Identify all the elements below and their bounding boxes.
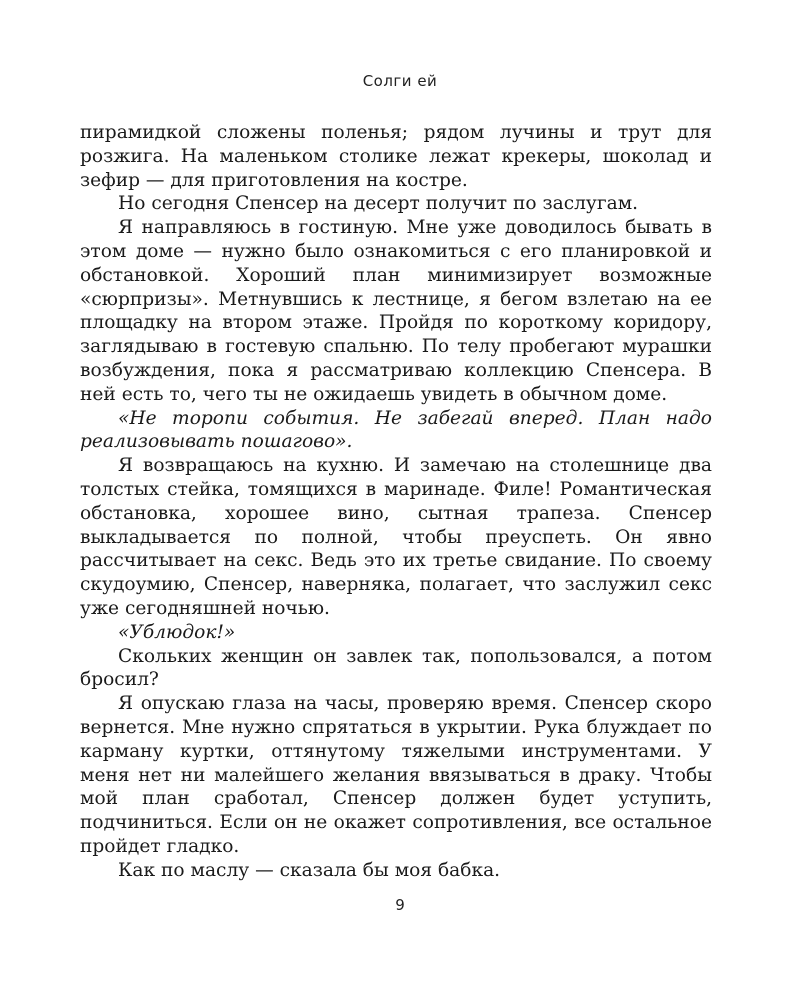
paragraph: Скольких женщин он завлек так, попользовался, а потом бросил? [80,645,712,691]
paragraph: Но сегодня Спенсер на десерт получит по заслугам. [118,193,639,215]
paragraph: Как по маслу — сказала бы моя бабка. [118,859,501,881]
paragraph: Я направляюсь в гостиную. Мне уже доводилось бывать в этом доме — нужно было ознакомиться с его планировкой и обстановкой. Хороший план минимизирует возможные «сюрпризы». Метнувшись к лестнице, я бегом взлетаю на ее площадку на втором этаже. Пройдя по короткому коридору, заглядываю в гостевую спальню. По телу пробегают мурашки возбуждения, пока я рассматриваю коллекцию Спенсера. В ней есть то, чего ты не ожидаешь увидеть в обычном доме. [80,217,712,405]
body-text [80,121,712,883]
italic-thought: «Ублюдок!» [118,621,236,643]
page-number: 9 [395,896,405,914]
paragraph-continuation: пирамидкой сложены поленья; рядом лучины и трут для розжига. На маленьком столике лежат крекеры, шоколад и зефир — для приготовления на костре. [80,122,712,191]
italic-thought: «Не торопи события. Не забегай вперед. План надо реализовывать пошагово». [80,407,712,453]
running-head: Солги ей [362,72,438,90]
paragraph: Я возвращаюсь на кухню. И замечаю на столешнице два толстых стейка, томящихся в маринаде. Филе! Романтическая обстановка, хорошее вино, сытная трапеза. Спенсер выкладывается по полной, чтобы преуспеть. Он явно рассчитывает на секс. Ведь это их третье свидание. По своему скудоумию, Спенсер, наверняка, полагает, что заслужил секс уже сегодняшней ночью. [80,455,712,619]
paragraph: Я опускаю глаза на часы, проверяю время. Спенсер скоро вернется. Мне нужно спрятаться в укрытии. Рука блуждает по карману куртки, оттянутому тяжелыми инструментами. У меня нет ни малейшего желания ввязываться в драку. Чтобы мой план сработал, Спенсер должен будет уступить, подчиниться. Если он не окажет сопротивления, все остальное пройдет гладко. [80,693,712,857]
